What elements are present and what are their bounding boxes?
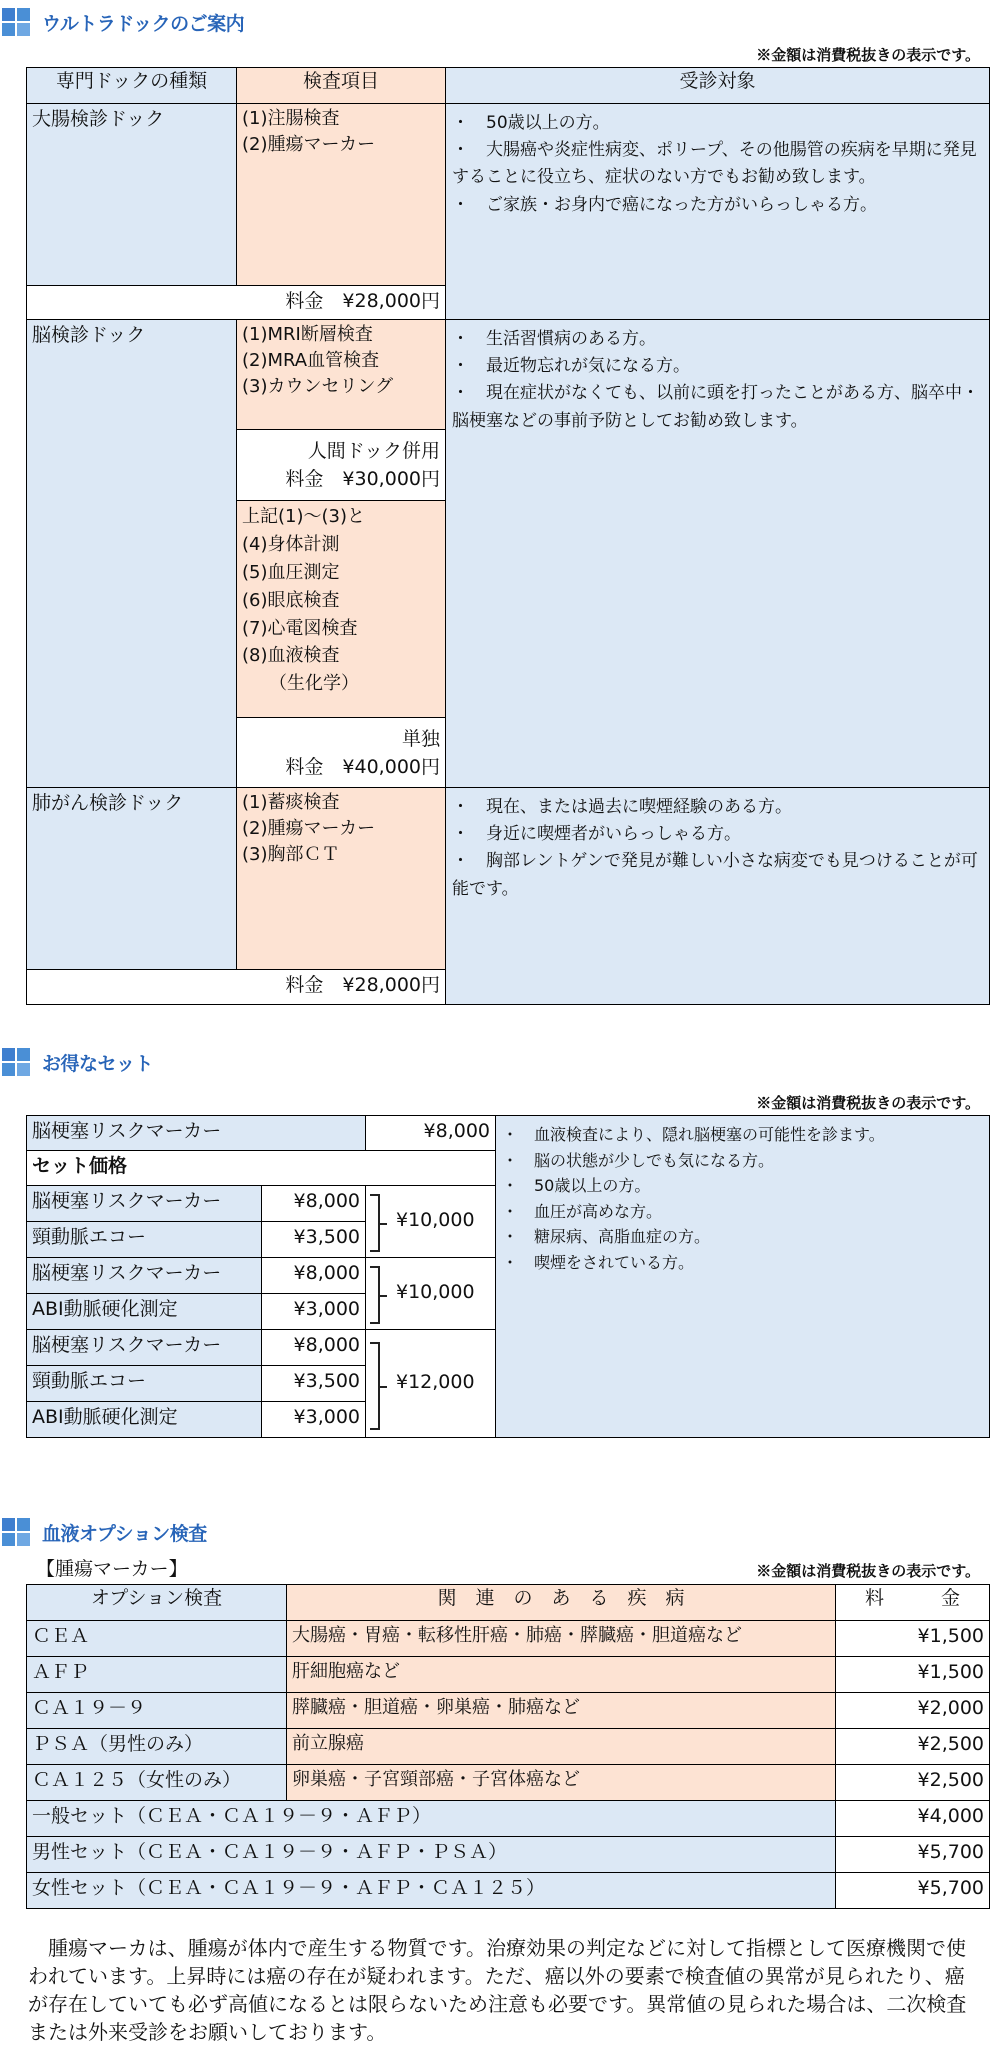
section-logo-icon	[2, 1048, 30, 1076]
exam-items-colon	[236, 103, 446, 286]
bracket-icon	[370, 1342, 380, 1430]
exam-item: (6)眼底検査	[242, 589, 340, 611]
bracket-icon	[370, 1266, 380, 1324]
targets-colon	[445, 103, 990, 320]
section-logo-icon	[2, 8, 30, 36]
exam-item: 上記(1)～(3)と	[242, 506, 365, 527]
exam-item: (5)血圧測定	[242, 561, 340, 583]
option-disease: 卵巣癌・子宮頸部癌・子宮体癌など	[286, 1764, 836, 1801]
set-item-price: ¥8,000	[261, 1185, 366, 1222]
exam-item: (4)身体計測	[242, 533, 340, 555]
header-disease: 関 連 の あ る 疾 病	[286, 1584, 836, 1621]
set-item-price: ¥3,500	[261, 1365, 366, 1402]
option-fee: ¥2,500	[835, 1764, 990, 1801]
tumor-marker-subtitle: 【腫瘍マーカー】	[36, 1558, 188, 1580]
option-disease: 大腸癌・胃癌・転移性肝癌・肺癌・膵臓癌・胆道癌など	[286, 1620, 836, 1657]
option-set-fee: ¥5,700	[835, 1872, 990, 1909]
set-item-name: 頸動脈エコー	[26, 1221, 262, 1258]
set-item-name: 脳梗塞リスクマーカー	[26, 1185, 262, 1222]
price-combo-label: 人間ドック併用	[307, 440, 440, 462]
tumor-marker-description: 腫瘍マーカは、腫瘍が体内で産生する物質です。治療効果の判定などに対して指標として医療機関で使われています。上昇時には癌の存在が疑われます。ただ、癌以外の要素で検査値の異常が見られたり、癌が存在していても必ず高値になるとは限らないため注意も必要です。異常値の見られた場合は、二次検査または外来受診をお願いしております。	[28, 1936, 967, 2044]
option-name: ＡＦＰ	[26, 1656, 287, 1693]
header-dock-type: 専門ドックの種類	[26, 67, 237, 104]
tax-note: ※金額は消費税抜きの表示です。	[756, 46, 980, 64]
set-total: ¥10,000	[396, 1209, 475, 1231]
price-lung: 料金 ¥28,000円	[26, 969, 446, 1005]
option-fee: ¥2,000	[835, 1692, 990, 1729]
target-item: ・ 喫煙をされている方。	[502, 1252, 695, 1272]
exam-items-brain	[236, 319, 446, 430]
set-item-name: 脳梗塞リスクマーカー	[26, 1329, 262, 1366]
target-item: ・ 50歳以上の方。	[502, 1176, 651, 1196]
section3-heading	[0, 1516, 207, 1548]
price-single: 料金 ¥40,000円	[285, 755, 440, 778]
exam-item: （生化学）	[242, 673, 359, 695]
option-disease: 肝細胞癌など	[286, 1656, 836, 1693]
dock-type-colon: 大腸検診ドック	[26, 103, 237, 286]
header-fee: 料 金	[835, 1584, 990, 1621]
tax-note: ※金額は消費税抜きの表示です。	[756, 1094, 980, 1112]
option-fee: ¥2,500	[835, 1728, 990, 1765]
set-total-box	[365, 1329, 496, 1438]
price-single-label: 単独	[401, 728, 440, 750]
option-name: ＣＥＡ	[26, 1620, 287, 1657]
dock-type-lung: 肺がん検診ドック	[26, 787, 237, 970]
bracket-icon	[370, 1194, 380, 1252]
option-set-name: 男性セット（ＣＥＡ・ＣＡ１９－９・ＡＦＰ・ＰＳＡ）	[26, 1836, 836, 1873]
option-disease: 前立腺癌	[286, 1728, 836, 1765]
price-brain-single	[236, 717, 446, 788]
target-item: ・ 胸部レントゲンで発見が難しい小さな病変でも見つけることが可能です。	[452, 851, 978, 899]
header-option: オプション検査	[26, 1584, 287, 1621]
option-name: ＣＡ１２５（女性のみ）	[26, 1764, 287, 1801]
set-price-header: セット価格	[26, 1150, 496, 1186]
targets-set	[495, 1115, 990, 1438]
target-item: ・ 50歳以上の方。	[452, 113, 610, 133]
exam-item: (7)心電図検査	[242, 617, 358, 639]
exam-item: (2)腫瘍マーカー	[242, 134, 376, 156]
set-item-price: ¥3,000	[261, 1293, 366, 1330]
section-logo-icon	[2, 1518, 30, 1546]
option-fee: ¥1,500	[835, 1620, 990, 1657]
target-item: ・ 脳の状態が少しでも気になる方。	[502, 1150, 775, 1170]
set-item-name: 頸動脈エコー	[26, 1365, 262, 1402]
target-item: ・ 大腸癌や炎症性病変、ポリープ、その他腸管の疾病を早期に発見することに役立ち、症状のない方でもお勧め致します。	[452, 140, 977, 188]
exam-item: (8)血液検査	[242, 645, 340, 667]
option-set-fee: ¥4,000	[835, 1800, 990, 1837]
targets-brain	[445, 319, 990, 788]
section1-title: ウルトラドックのご案内	[42, 12, 245, 35]
header-exam-items: 検査項目	[236, 67, 446, 104]
exam-item: (1)注腸検査	[242, 108, 340, 129]
target-item: ・ 生活習慣病のある方。	[452, 329, 656, 349]
option-disease: 膵臓癌・胆道癌・卵巣癌・肺癌など	[286, 1692, 836, 1729]
option-name: ＰＳＡ（男性のみ）	[26, 1728, 287, 1765]
target-item: ・ 最近物忘れが気になる方。	[452, 356, 690, 377]
set-total-box	[365, 1257, 496, 1330]
section1-heading	[0, 6, 244, 38]
option-set-fee: ¥5,700	[835, 1836, 990, 1873]
set-item-name: 脳梗塞リスクマーカー	[26, 1257, 262, 1294]
exam-items-lung	[236, 787, 446, 970]
exam-item: (3)カウンセリング	[242, 376, 394, 398]
target-item: ・ ご家族・お身内で癌になった方がいらっしゃる方。	[452, 194, 877, 215]
exam-item: (3)胸部ＣＴ	[242, 844, 340, 866]
single-marker-name: 脳梗塞リスクマーカー	[26, 1115, 366, 1151]
exam-item: (2)MRA血管検査	[242, 350, 380, 372]
option-name: ＣＡ１９－９	[26, 1692, 287, 1729]
price-brain-combo	[236, 429, 446, 501]
set-total: ¥10,000	[396, 1281, 475, 1303]
set-total-box	[365, 1185, 496, 1258]
set-item-price: ¥3,500	[261, 1221, 366, 1258]
set-item-price: ¥3,000	[261, 1401, 366, 1438]
set-item-name: ABI動脈硬化測定	[26, 1293, 262, 1330]
targets-lung	[445, 787, 990, 1005]
exam-item: (1)MRI断層検査	[242, 324, 373, 345]
target-item: ・ 血液検査により、隠れ脳梗塞の可能性を診ます。	[502, 1125, 885, 1144]
exam-item: (1)蓄痰検査	[242, 792, 340, 813]
single-marker-price: ¥8,000	[365, 1115, 496, 1151]
target-item: ・ 現在症状がなくても、以前に頭を打ったことがある方、脳卒中・脳梗塞などの事前予防としてお勧め致します。	[452, 383, 979, 431]
section2-heading	[0, 1046, 153, 1078]
set-item-name: ABI動脈硬化測定	[26, 1401, 262, 1438]
target-item: ・ 血圧が高めな方。	[502, 1201, 663, 1221]
option-fee: ¥1,500	[835, 1656, 990, 1693]
section2-title: お得なセット	[42, 1052, 154, 1075]
tax-note: ※金額は消費税抜きの表示です。	[756, 1562, 980, 1580]
set-item-price: ¥8,000	[261, 1329, 366, 1366]
price-combo: 料金 ¥30,000円	[285, 467, 440, 490]
exam-item: (2)腫瘍マーカー	[242, 818, 376, 840]
section3-title: 血液オプション検査	[42, 1522, 207, 1545]
set-total: ¥12,000	[396, 1371, 475, 1393]
target-item: ・ 糖尿病、高脂血症の方。	[502, 1227, 711, 1247]
dock-type-brain: 脳検診ドック	[26, 319, 237, 788]
target-item: ・ 現在、または過去に喫煙経験のある方。	[452, 797, 792, 817]
set-item-price: ¥8,000	[261, 1257, 366, 1294]
target-item: ・ 身近に喫煙者がいらっしゃる方。	[452, 824, 741, 845]
exam-items-brain-extra	[236, 500, 446, 718]
price-colon: 料金 ¥28,000円	[26, 285, 446, 320]
option-set-name: 女性セット（ＣＥＡ・ＣＡ１９－９・ＡＦＰ・ＣＡ１２５）	[26, 1872, 836, 1909]
option-set-name: 一般セット（ＣＥＡ・ＣＡ１９－９・ＡＦＰ）	[26, 1800, 836, 1837]
header-target: 受診対象	[445, 67, 990, 104]
